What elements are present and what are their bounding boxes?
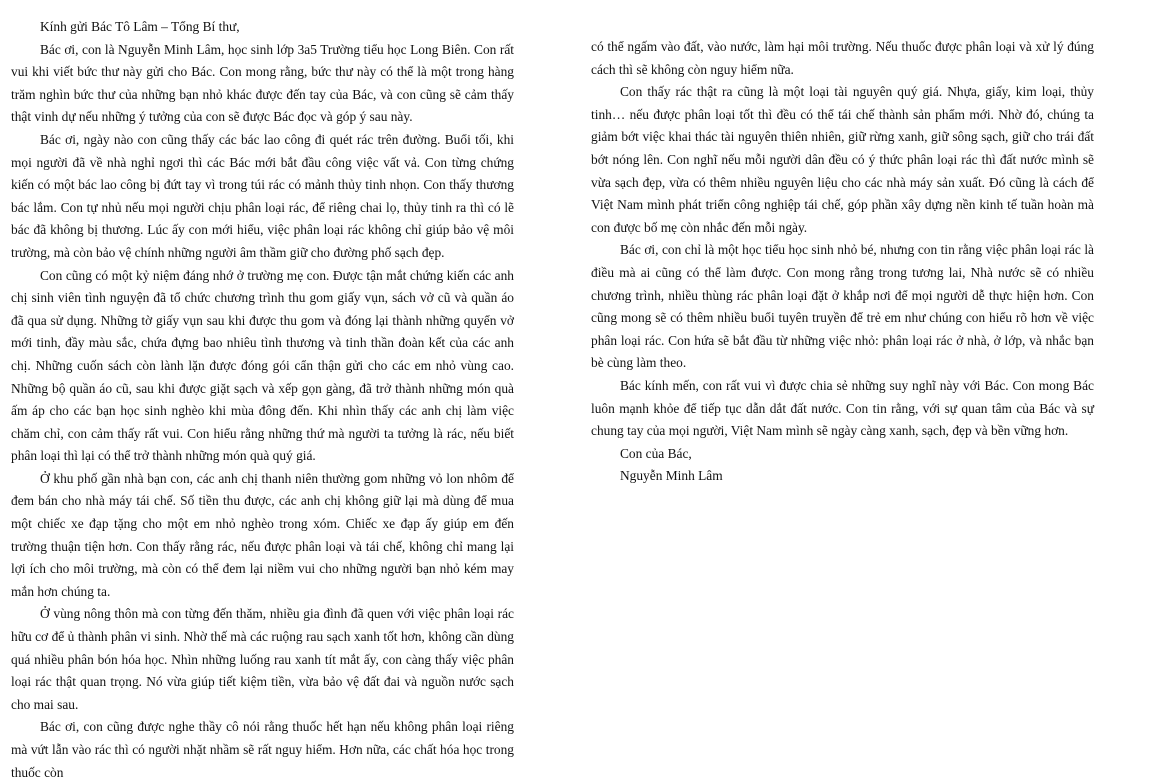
body-paragraph: Bác kính mến, con rất vui vì được chia sẻ những suy nghĩ này với Bác. Con mong Bác luôn mạnh khỏe để tiếp tục dẫn dắt đất nước. Con tin rằng, với sự quan tâm của Bác và sự chung tay của mọi người, Việt Nam mình sẽ ngày càng xanh, sạch, đẹp và bền vững hơn. — [591, 377, 1094, 439]
body-paragraph: Ở khu phố gần nhà bạn con, các anh chị thanh niên thường gom những vỏ lon nhôm để đem bán cho nhà máy tái chế. Số tiền thu được, các anh chị không giữ lại mà dùng để mua một chiếc xe đạp tặng cho một em nhỏ nghèo trong xóm. Chiếc xe đạp ấy giúp em đến trường thuận tiện hơn. Con thấy rằng rác, nếu được phân loại và tái chế, không chỉ mang lại lợi ích cho môi trường, mà còn có thể đem lại niềm vui cho những người bạn nhỏ kém may mắn hơn chúng ta. — [11, 470, 514, 599]
letter-greeting: Kính gửi Bác Tô Lâm – Tổng Bí thư, — [40, 19, 240, 34]
body-paragraph: Bác ơi, con là Nguyễn Minh Lâm, học sinh lớp 3a5 Trường tiểu học Long Biên. Con rất vui khi viết bức thư này gửi cho Bác. Con mong rằng, bức thư này có thể là một trong hàng trăm nghìn bức thư của những bạn nhỏ khác được đến tay của Bác, và con cũng sẽ cảm thấy thật vinh dự nếu những ý tưởng của con sẽ được Bác đọc và góp ý sau này. — [11, 41, 514, 125]
body-paragraph: Bác ơi, ngày nào con cũng thấy các bác lao công đi quét rác trên đường. Buổi tối, khi mọi người đã về nhà nghỉ ngơi thì các Bác mới bắt đầu công việc vất vả. Con từng chứng kiến có một bác lao công bị đứt tay vì trong túi rác có mảnh thủy tinh nhọn. Con thấy thương bác lắm. Con tự nhủ nếu mọi người chịu phân loại rác, để riêng chai lọ, thủy tinh ra thì có lẽ bác đã không bị thương. Lúc ấy con mới hiểu, việc phân loại rác không chỉ giúp bảo vệ môi trường, mà còn bảo vệ chính những người âm thầm giữ cho đường phố sạch đẹp. — [11, 131, 514, 260]
body-paragraph: Ở vùng nông thôn mà con từng đến thăm, nhiều gia đình đã quen với việc phân loại rác hữu cơ để ủ thành phân vi sinh. Nhờ thế mà các ruộng rau sạch xanh tốt hơn, không cần dùng quá nhiều phân bón hóa học. Nhìn những luống rau xanh tít mắt ấy, con càng thấy việc phân loại rác thật quan trọng. Nó vừa giúp tiết kiệm tiền, vừa bảo vệ đất đai và nguồn nước sạch cho mai sau. — [11, 606, 514, 712]
left-column — [11, 16, 514, 784]
letter-signature: Nguyễn Minh Lâm — [620, 468, 723, 484]
body-paragraph: Con thấy rác thật ra cũng là một loại tài nguyên quý giá. Nhựa, giấy, kim loại, thủy tinh… nếu được phân loại tốt thì đều có thể tái chế thành sản phẩm mới. Nhờ đó, chúng ta giảm bớt việc khai thác tài nguyên thiên nhiên, giữ rừng xanh, giữ sông sạch, giữ cho trái đất bớt nóng lên. Con nghĩ nếu mỗi người dân đều có ý thức phân loại rác thì đất nước mình sẽ vừa sạch đẹp, vừa có thêm nhiều nguyên liệu cho các nhà máy sản xuất. Đó cũng là cách để Việt Nam mình phát triển công nghiệp tái chế, góp phần xây dựng nền kinh tế tuần hoàn mà con được bố mẹ còn nhắc đến mỗi ngày. — [591, 84, 1094, 235]
right-column — [591, 36, 1094, 488]
body-paragraph: Con cũng có một kỷ niệm đáng nhớ ở trường mẹ con. Được tận mắt chứng kiến các anh chị sinh viên tình nguyện đã tổ chức chương trình thu gom giấy vụn, sách vở cũ và quần áo đã qua sử dụng. Những tờ giấy vụn sau khi được thu gom và đóng lại thành những quyển vở mới tinh, đầy màu sắc, chứa đựng bao nhiêu tình thương và tinh thần đoàn kết của các anh chị. Những cuốn sách còn lành lặn được đóng gói cẩn thận gửi cho các em nhỏ vùng cao. Những bộ quần áo cũ, sau khi được giặt sạch và xếp gọn gàng, đã trở thành những món quà ấm áp cho các bạn học sinh nghèo khi mùa đông đến. Khi nhìn thấy các anh chị làm việc chăm chỉ, con cảm thấy rất vui. Con hiểu rằng những thứ mà người ta tưởng là rác, nếu biết phân loại thì lại có thể trở thành những món quà quý giá. — [11, 267, 514, 464]
body-paragraph: Bác ơi, con cũng được nghe thầy cô nói rằng thuốc hết hạn nếu không phân loại riêng mà vứt lẫn vào rác thì có người nhặt nhầm sẽ rất nguy hiểm. Hơn nữa, các chất hóa học trong thuốc còn — [11, 719, 514, 780]
letter-closing: Con của Bác, — [620, 445, 692, 461]
body-paragraph-continued: có thể ngấm vào đất, vào nước, làm hại môi trường. Nếu thuốc được phân loại và xử lý đúng cách thì sẽ không còn nguy hiểm nữa. — [591, 39, 1094, 77]
body-paragraph: Bác ơi, con chỉ là một học tiểu học sinh nhỏ bé, nhưng con tin rằng việc phân loại rác là điều mà ai cũng có thể làm được. Con mong rằng trong tương lai, Nhà nước sẽ có nhiều chương trình, nhiều thùng rác phân loại đặt ở khắp nơi để mọi người dễ thực hiện hơn. Con cũng mong sẽ có thêm nhiều buổi tuyên truyền để trẻ em như chúng con hiểu rõ hơn về việc phân loại rác. Con hứa sẽ bắt đầu từ những việc nhỏ: phân loại rác ở nhà, ở lớp, và nhắc bạn bè cùng làm theo. — [591, 242, 1094, 371]
